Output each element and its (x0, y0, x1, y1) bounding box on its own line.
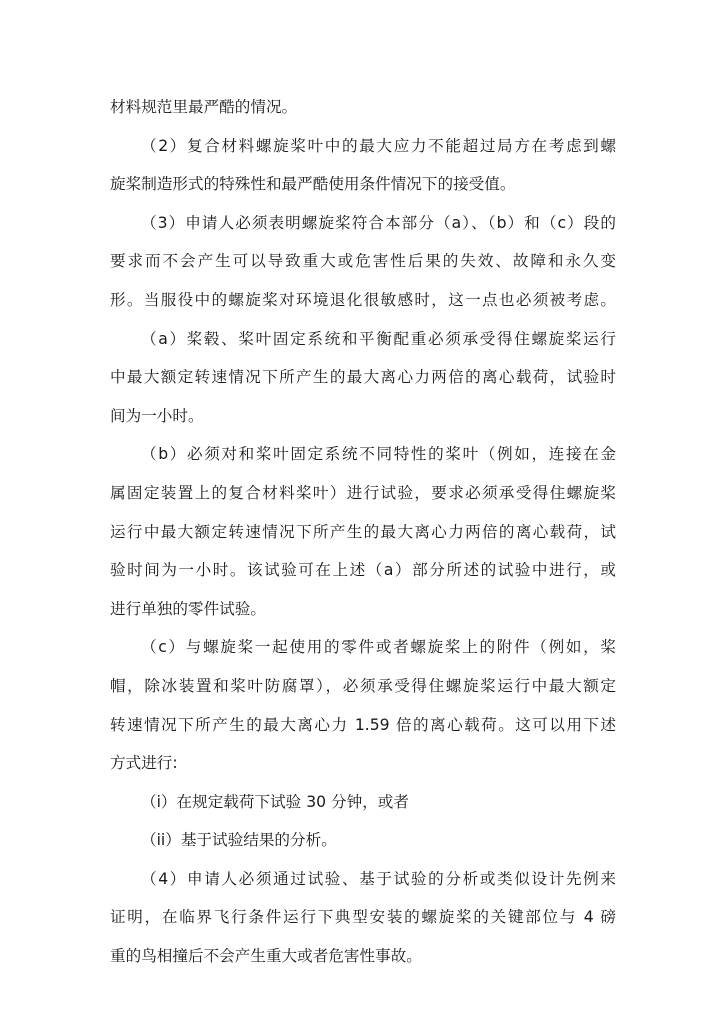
text-line: （3）申请人必须表明螺旋桨符合本部分（a）、（b）和（c）段的 (141, 213, 616, 232)
text-line: 验时间为一小时。该试验可在上述（a）部分所述的试验中进行，或 (110, 561, 616, 580)
text-line: 中最大额定转速情况下所产生的最大离心力两倍的离心载荷，试验时 (110, 368, 616, 387)
text-line: 进行单独的零件试验。 (110, 599, 266, 618)
text-line: 运行中最大额定转速情况下所产生的最大离心力两倍的离心载荷，试 (110, 522, 616, 541)
text-line: （ii）基于试验结果的分析。 (141, 831, 337, 850)
text-line: 要求而不会产生可以导致重大或危害性后果的失效、故障和永久变 (110, 252, 616, 271)
text-line: 形。当服役中的螺旋桨对环境退化很敏感时，这一点也必须被考虑。 (110, 290, 616, 309)
text-line: （2）复合材料螺旋桨叶中的最大应力不能超过局方在考虑到螺 (141, 136, 616, 155)
text-line: （i）在规定载荷下试验 30 分钟，或者 (141, 792, 409, 811)
text-line: 间为一小时。 (110, 406, 204, 425)
text-line: 证明，在临界飞行条件运行下典型安装的螺旋桨的关键部位与 4 磅 (110, 908, 616, 927)
text-line: 转速情况下所产生的最大离心力 1.59 倍的离心载荷。这可以用下述 (110, 715, 616, 734)
text-line: 重的鸟相撞后不会产生重大或者危害性事故。 (110, 947, 422, 966)
text-line: 属固定装置上的复合材料桨叶）进行试验，要求必须承受得住螺旋桨 (110, 483, 616, 502)
text-line: 帽，除冰装置和桨叶防腐罩），必须承受得住螺旋桨运行中最大额定 (110, 676, 616, 695)
text-line: 旋桨制造形式的特殊性和最严酷使用条件情况下的接受值。 (110, 175, 516, 194)
body-text (110, 88, 616, 976)
text-line: 材料规范里最严酷的情况。 (110, 98, 298, 116)
text-line: （c）与螺旋桨一起使用的零件或者螺旋桨上的附件（例如，桨 (141, 638, 616, 657)
text-line: 方式进行: (110, 754, 178, 773)
text-line: （a）桨毂、桨叶固定系统和平衡配重必须承受得住螺旋桨运行 (141, 329, 616, 348)
text-line: （4）申请人必须通过试验、基于试验的分析或类似设计先例来 (141, 869, 616, 888)
text-line: （b）必须对和桨叶固定系统不同特性的桨叶（例如，连接在金 (141, 445, 616, 464)
